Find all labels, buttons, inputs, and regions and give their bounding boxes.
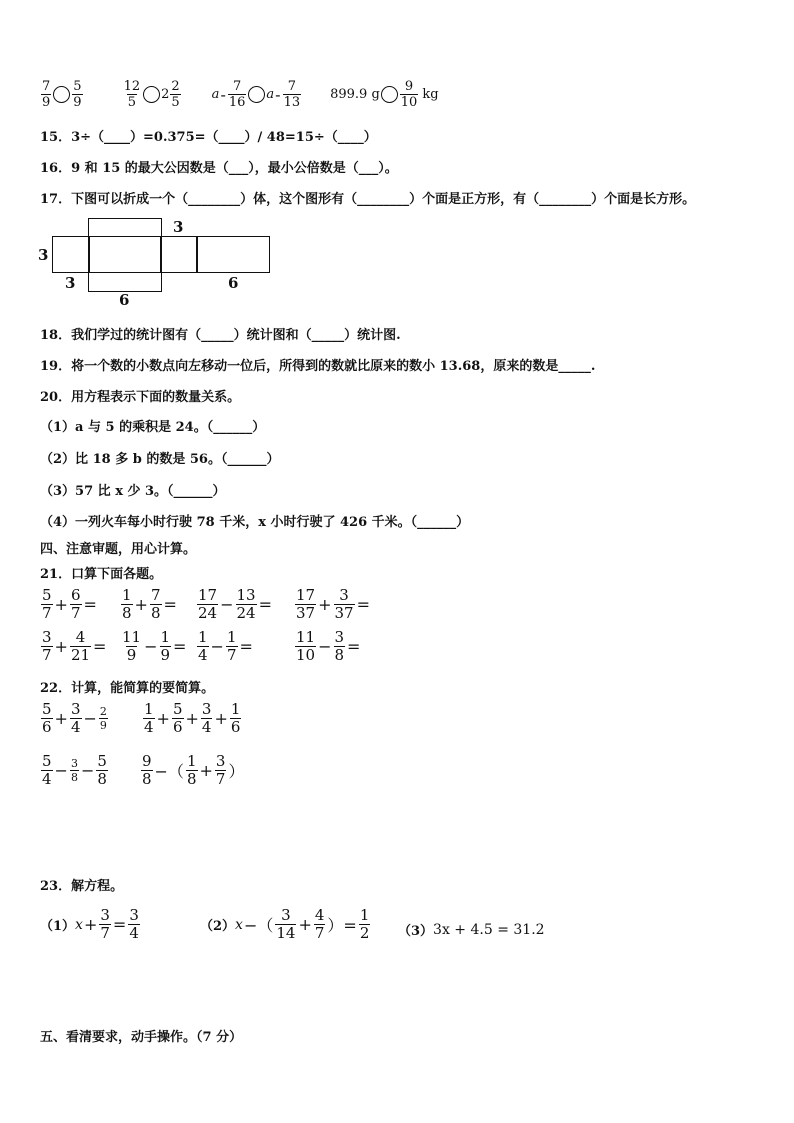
fraction: $\frac{3}{7}$ — [100, 906, 110, 942]
fraction: $\frac{3}{4}$ — [70, 700, 81, 736]
fraction: $\frac{9}{8}$ — [142, 752, 152, 788]
fraction: $\frac{5}{9}$ — [73, 79, 82, 110]
fraction: $\frac{1}{4}$ — [198, 628, 208, 664]
section-4-heading: 四、注意审题，用心计算。 — [40, 542, 197, 557]
equals-sign: = — [83, 595, 97, 614]
fraction: $\frac{3}{8}$ — [70, 757, 78, 784]
operator: + — [298, 915, 312, 934]
fraction: $\frac{7}{16}$ — [228, 79, 246, 110]
net-label-top: 3 — [173, 218, 184, 236]
net-face-center — [88, 236, 162, 273]
question-20-item-3: （3）57 比 x 少 3。（______） — [40, 484, 226, 499]
operator: + — [54, 595, 68, 614]
fraction: $\frac{17}{24}$ — [198, 586, 218, 622]
equation-label: （2） — [200, 919, 236, 934]
question-15: 15．3÷（____）=0.375=（____）/ 48=15÷（____） — [40, 130, 377, 145]
fraction: $\frac{1}{7}$ — [226, 628, 237, 664]
fraction: $\frac{12}{5}$ — [123, 79, 141, 110]
equals-sign: = — [93, 637, 107, 656]
question-20-item-4: （4）一列火车每小时行驶 78 千米，x 小时行驶了 426 千米。（______） — [40, 515, 470, 530]
net-label-bottom-left: 3 — [65, 274, 76, 292]
fraction: $\frac{1}{8}$ — [122, 586, 132, 622]
operator: + — [199, 761, 213, 780]
oral-calc-item — [120, 588, 178, 621]
net-label-bottom-mid: 6 — [119, 291, 130, 309]
operator: - — [275, 85, 281, 104]
question-20-item-1: （1）a 与 5 的乘积是 24。（______） — [40, 420, 266, 435]
operator: = — [112, 915, 127, 934]
calc-expression-2 — [142, 702, 242, 735]
fraction: $\frac{3}{7}$ — [215, 752, 226, 788]
operator: + — [156, 709, 170, 728]
oral-calc-item — [196, 630, 254, 663]
question-16: 16．9 和 15 的最大公因数是（___），最小公倍数是（___）。 — [40, 161, 398, 176]
operator: − — [54, 761, 68, 780]
fraction: $\frac{7}{9}$ — [42, 79, 51, 110]
question-23: 23．解方程。 — [40, 879, 124, 894]
equation-2 — [200, 908, 371, 941]
question-18: 18．我们学过的统计图有（_____）统计图和（_____）统计图. — [40, 328, 401, 343]
operator: − — [210, 637, 224, 656]
operator: + — [185, 709, 199, 728]
operator: − — [318, 637, 332, 656]
operator: - — [220, 85, 226, 104]
operator: − — [220, 595, 234, 614]
operator: + — [54, 637, 68, 656]
section-5-heading: 五、看清要求，动手操作。（7 分） — [40, 1030, 243, 1045]
fraction: $\frac{1}{8}$ — [186, 752, 197, 788]
equation-expression: 3x + 4.5 = 31.2 — [433, 921, 545, 938]
fraction: $\frac{4}{21}$ — [70, 628, 91, 664]
fraction: $\frac{3}{14}$ — [276, 906, 296, 942]
fraction: $\frac{4}{7}$ — [314, 906, 325, 942]
equation-label: （1） — [40, 919, 76, 934]
variable: a — [211, 87, 220, 102]
oral-calc-item — [196, 588, 273, 621]
fraction: $\frac{5}{8}$ — [97, 752, 107, 788]
equals-sign: = — [258, 595, 272, 614]
calc-expression-4 — [140, 754, 245, 787]
question-20: 20．用方程表示下面的数量关系。 — [40, 390, 241, 405]
question-22: 22．计算，能简算的要简算。 — [40, 681, 215, 696]
fraction: $\frac{1}{6}$ — [230, 700, 241, 736]
equation-label: （3） — [398, 924, 434, 939]
compare-circle[interactable] — [53, 86, 70, 103]
operator: −（ — [243, 916, 274, 935]
operator: + — [83, 915, 98, 934]
calc-expression-3 — [40, 754, 109, 787]
operator: + — [134, 595, 148, 614]
oral-calc-item — [40, 588, 98, 621]
question-20-item-2: （2）比 18 多 b 的数是 56。（______） — [40, 452, 280, 467]
equation-1 — [40, 908, 141, 941]
fraction: $\frac{1}{9}$ — [160, 628, 171, 664]
fraction: $\frac{11}{9}$ — [122, 628, 142, 664]
calc-expression-1 — [40, 702, 109, 735]
fraction: $\frac{7}{13}$ — [283, 79, 301, 110]
variable: a — [266, 87, 275, 102]
variable: x — [235, 916, 243, 933]
operator: + — [318, 595, 332, 614]
operator: + — [214, 709, 228, 728]
fraction: $\frac{9}{10}$ — [400, 79, 418, 110]
compare-row — [40, 80, 439, 109]
operator: − — [83, 709, 97, 728]
equals-sign: = — [356, 595, 370, 614]
oral-calc-item — [120, 630, 187, 663]
fraction: $\frac{3}{4}$ — [129, 906, 139, 942]
compare-circle[interactable] — [143, 86, 160, 103]
variable: x — [75, 916, 83, 933]
fraction: $\frac{6}{7}$ — [70, 586, 81, 622]
fraction: $\frac{7}{8}$ — [150, 586, 161, 622]
oral-calc-item — [294, 630, 361, 663]
operator: ） — [228, 762, 245, 781]
equation-3 — [398, 920, 545, 939]
equals-sign: = — [163, 595, 177, 614]
net-label-right: 6 — [228, 274, 239, 292]
oral-calc-item — [40, 630, 107, 663]
fraction: $\frac{13}{24}$ — [236, 586, 256, 622]
operator: + — [54, 709, 68, 728]
operator: −（ — [154, 762, 184, 781]
fraction: $\frac{5}{6}$ — [42, 700, 52, 736]
fraction: $\frac{3}{8}$ — [334, 628, 345, 664]
compare-circle[interactable] — [248, 86, 265, 103]
operator: − — [144, 637, 158, 656]
weight-value: 899.9 g — [330, 87, 380, 102]
fraction: $\frac{1}{4}$ — [144, 700, 154, 736]
fraction: $\frac{3}{4}$ — [201, 700, 212, 736]
question-21: 21．口算下面各题。 — [40, 567, 163, 582]
fraction: $\frac{3}{7}$ — [42, 628, 52, 664]
fraction: $\frac{5}{7}$ — [42, 586, 52, 622]
fraction: $\frac{3}{37}$ — [334, 586, 354, 622]
oral-calc-item — [294, 588, 371, 621]
net-label-left: 3 — [38, 246, 49, 264]
net-face-left — [52, 236, 90, 273]
equals-sign: = — [347, 637, 361, 656]
equals-sign: = — [239, 637, 253, 656]
fraction: $\frac{1}{2}$ — [359, 906, 370, 942]
fraction: $\frac{2}{9}$ — [99, 705, 107, 732]
fraction: $\frac{17}{37}$ — [296, 586, 316, 622]
unit: kg — [422, 87, 439, 102]
fraction: $\frac{11}{10}$ — [296, 628, 316, 664]
fraction: $\frac{2}{5}$ — [171, 79, 180, 110]
net-face-small — [160, 236, 198, 273]
question-19: 19．将一个数的小数点向左移动一位后，所得到的数就比原来的数小 13.68，原来的数是_____. — [40, 359, 596, 374]
question-17: 17．下图可以折成一个（________）体，这个图形有（________）个面是正方形，有（________）个面是长方形。 — [40, 192, 696, 207]
equals-sign: = — [173, 637, 187, 656]
operator: − — [80, 761, 95, 780]
operator: ）= — [327, 916, 357, 935]
compare-circle[interactable] — [381, 86, 398, 103]
fraction: $\frac{5}{4}$ — [42, 752, 52, 788]
net-face-right — [196, 236, 270, 273]
mixed-whole: 2 — [161, 87, 170, 102]
fraction: $\frac{5}{6}$ — [172, 700, 183, 736]
